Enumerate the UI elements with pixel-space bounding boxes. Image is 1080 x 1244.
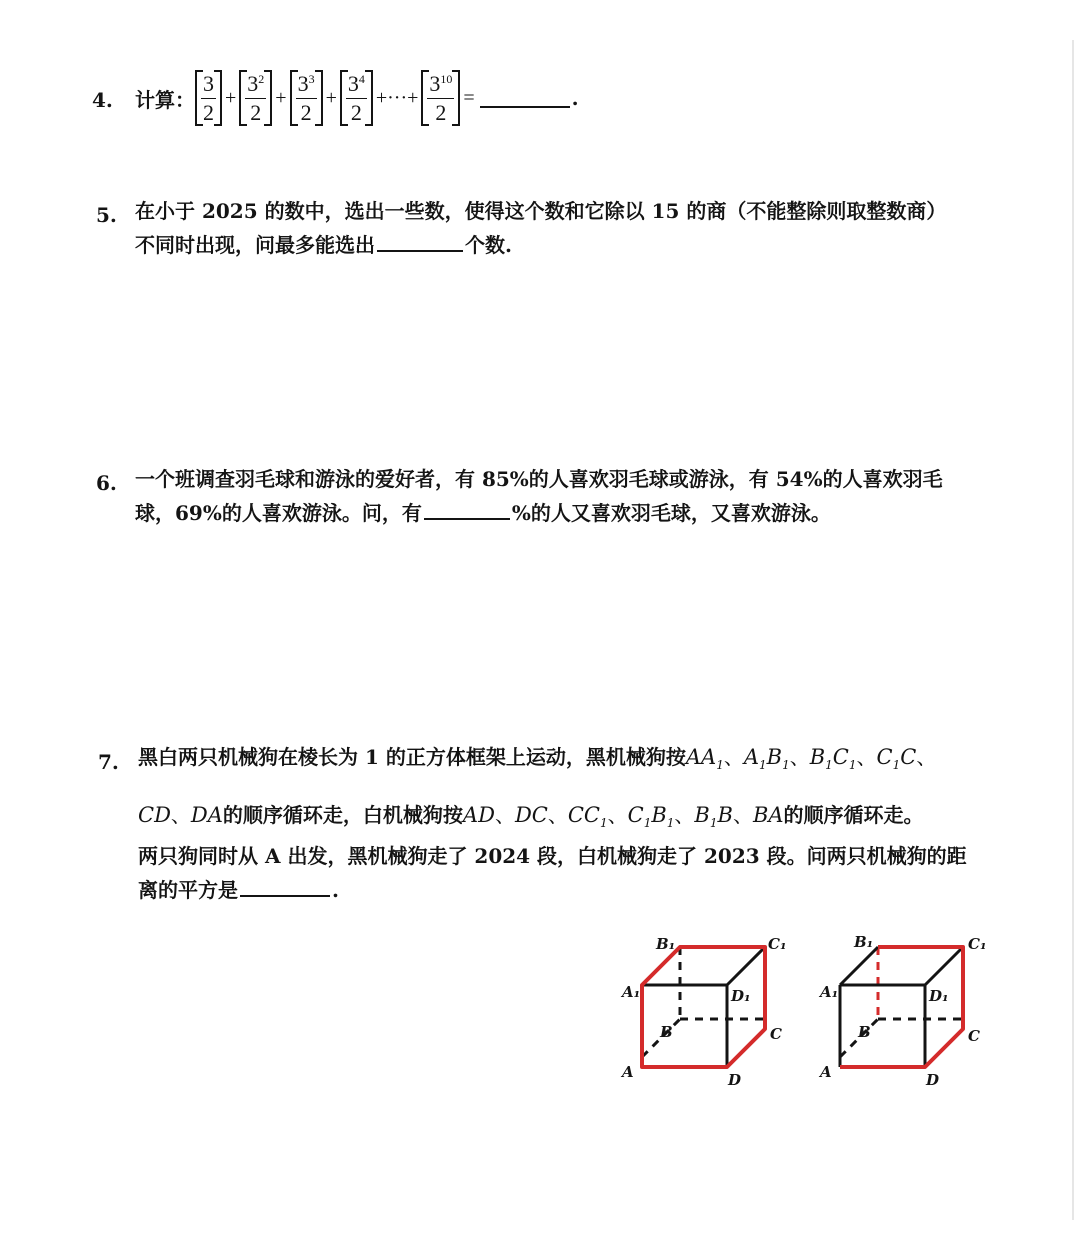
floor-term-4	[340, 70, 373, 126]
plus-sign: +	[225, 86, 237, 109]
question-5-text	[135, 194, 1015, 262]
question-7-line-3: 两只狗同时从 A 出发，黑机械狗走了 2024 段，白机械狗走了 2023 段。问两只机械狗的距	[138, 844, 967, 869]
white-path-4: $C_1B_1$	[627, 802, 675, 830]
equals-sign: =	[463, 86, 475, 109]
label-c1: C₁	[768, 935, 787, 953]
term-2-exp: 2	[258, 71, 265, 86]
question-6-line-1: 一个班调查羽毛球和游泳的爱好者，有 85%的人喜欢羽毛球或游泳，有 54%的人喜欢羽毛	[135, 467, 943, 491]
label-a: A	[622, 1063, 634, 1081]
question-6-line-2-post: %的人又喜欢羽毛球，又喜欢游泳。	[511, 501, 831, 525]
term-5-den: 2	[435, 99, 447, 125]
black-path-1: $AA_1$	[685, 745, 724, 773]
label-d1: D₁	[929, 987, 949, 1005]
edge-d1c1	[727, 947, 765, 985]
question-7-number: 7.	[98, 750, 119, 774]
floor-term-2	[239, 70, 272, 126]
question-5-line-2-post: 个数.	[465, 233, 512, 257]
separator: 、	[494, 802, 515, 827]
cube-figures	[610, 925, 1010, 1100]
separator: 、	[856, 745, 877, 769]
question-7-line-4	[138, 873, 1018, 907]
question-7-line-4-pre: 离的平方是	[138, 878, 238, 903]
black-path-2: $A_1B_1$	[743, 745, 790, 773]
question-4-end: .	[571, 86, 579, 110]
term-5-exp: 10	[440, 71, 453, 86]
label-b: B	[660, 1023, 673, 1041]
answer-blank-4[interactable]	[480, 88, 570, 108]
separator: 、	[607, 802, 628, 827]
question-5-line-2	[135, 228, 1015, 262]
white-path-5: $B_1B$	[694, 802, 733, 830]
answer-blank-7[interactable]	[240, 877, 330, 897]
label-a: A	[820, 1063, 832, 1081]
question-4-number: 4.	[92, 88, 113, 112]
white-path-2: DC	[514, 802, 548, 827]
question-5-number: 5.	[96, 203, 117, 227]
question-7-text	[138, 740, 1018, 907]
question-4-prefix: 计算：	[135, 87, 195, 112]
question-4-formula	[135, 68, 579, 128]
plus-sign: +	[275, 86, 287, 109]
separator: 、	[723, 745, 744, 769]
edge-d1c1	[925, 947, 963, 985]
label-b: B	[858, 1023, 871, 1041]
label-a1: A₁	[622, 983, 641, 1001]
black-path-3: $B_1C_1$	[809, 745, 857, 773]
separator: 、	[916, 745, 937, 769]
separator: 、	[170, 802, 191, 827]
question-7-line-1	[138, 740, 1018, 776]
label-b1: B₁	[656, 935, 676, 953]
question-6-text	[135, 462, 1015, 530]
cube-left	[620, 935, 787, 1089]
black-path-6: DA	[190, 802, 223, 827]
label-c1: C₁	[968, 935, 987, 953]
question-5-line-1: 在小于 2025 的数中，选出一些数，使得这个数和它除以 15 的商（不能整除则取整数商）	[135, 199, 947, 223]
question-6-line-2	[135, 496, 1015, 530]
floor-term-3	[290, 70, 323, 126]
floor-term-5	[421, 70, 460, 126]
label-d1: D₁	[731, 987, 751, 1005]
label-c: C	[968, 1027, 980, 1045]
term-3-den: 2	[300, 99, 312, 125]
term-2-base: 3	[247, 70, 259, 96]
question-7-line-1-pre: 黑白两只机械狗在棱长为 1 的正方体框架上运动，黑机械狗按	[138, 745, 686, 769]
question-5-line-2-pre: 不同时出现，问最多能选出	[135, 233, 375, 257]
separator: 、	[547, 802, 568, 827]
term-2-den: 2	[250, 99, 262, 125]
black-path-5: CD	[138, 802, 171, 827]
separator: 、	[674, 802, 695, 827]
white-path-3: $CC_1$	[567, 802, 608, 830]
question-7-line-2	[138, 798, 1018, 834]
ellipsis: +···+	[375, 86, 419, 109]
term-4-den: 2	[350, 99, 362, 125]
label-d: D	[926, 1071, 940, 1089]
term-1-base: 3	[201, 73, 216, 99]
term-4-base: 3	[347, 70, 359, 96]
term-1-den: 2	[203, 99, 214, 125]
white-path-6: BA	[752, 802, 784, 827]
question-6-number: 6.	[96, 471, 117, 495]
question-7-line-2-post: 的顺序循环走。	[783, 802, 924, 827]
white-path-1: AD	[462, 802, 495, 827]
answer-blank-6[interactable]	[424, 500, 510, 520]
separator: 、	[732, 802, 753, 827]
term-3-base: 3	[297, 70, 309, 96]
question-7-line-2-mid: 的顺序循环走，白机械狗按	[222, 802, 463, 827]
plus-sign: +	[325, 86, 337, 109]
question-7-line-4-post: .	[332, 878, 339, 903]
page-edge	[1072, 40, 1074, 1220]
separator: 、	[789, 745, 810, 769]
floor-term-1	[195, 70, 222, 126]
label-b1: B₁	[854, 933, 874, 951]
label-a1: A₁	[820, 983, 839, 1001]
question-6-line-2-pre: 球，69%的人喜欢游泳。问，有	[135, 501, 422, 525]
label-d: D	[728, 1071, 742, 1089]
term-5-base: 3	[429, 70, 441, 96]
edge-a1b1	[840, 947, 878, 985]
label-c: C	[770, 1025, 782, 1043]
cube-right	[818, 933, 987, 1089]
answer-blank-5[interactable]	[377, 232, 463, 252]
term-3-exp: 3	[308, 71, 315, 86]
term-4-exp: 4	[358, 71, 365, 86]
black-path-4: $C_1C$	[876, 745, 917, 773]
